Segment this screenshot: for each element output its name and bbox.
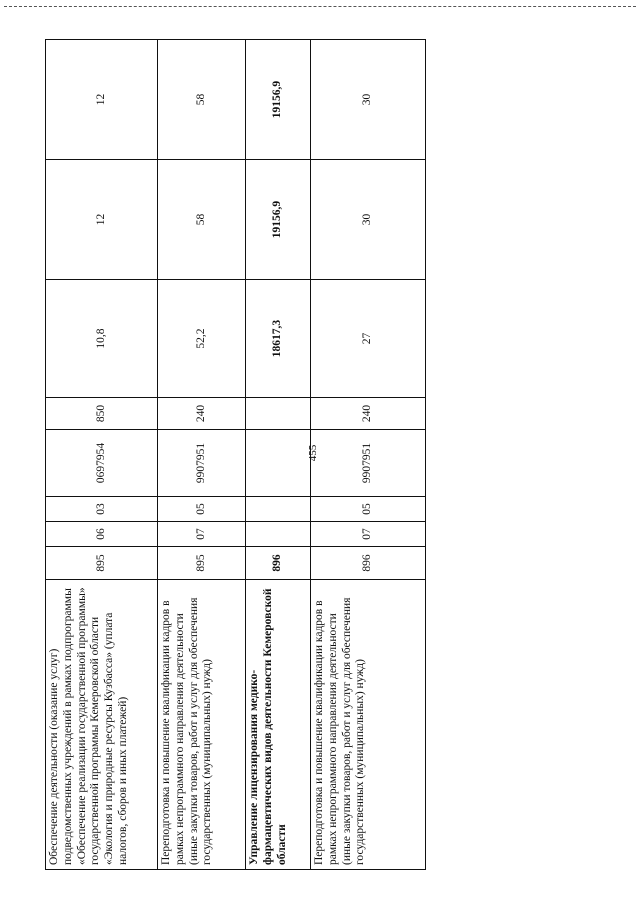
cell-v1: 18617,3 [246,280,311,398]
cell-v2: 58 [158,160,246,280]
cell-v2: 19156,9 [246,160,311,280]
cell-v3: 19156,9 [246,40,311,160]
cell-target: 9907951 [158,430,246,497]
cell-subsection: 05 [158,497,246,522]
budget-table [45,39,426,870]
table-row [46,40,158,870]
cell-v3: 30 [311,40,426,160]
cell-section: 06 [46,522,158,547]
cell-subsection: 03 [46,497,158,522]
cell-v3: 58 [158,40,246,160]
cell-target: 0697954 [46,430,158,497]
cell-v1: 52,2 [158,280,246,398]
cell-section: 07 [311,522,426,547]
cell-v2: 30 [311,160,426,280]
page-number: 455 [307,444,319,462]
cell-name: Переподготовка и повышение квалификации кадров в рамках непрограммного направления деятельности (иные закупки товаров, работ и услуг для обеспечения государственных (муниципальных) нужд) [311,580,426,870]
cell-target: 9907951 [311,430,426,497]
cell-v2: 12 [46,160,158,280]
cell-section: 07 [158,522,246,547]
cell-name: Управление лицензирования медико-фармацевтических видов деятельности Кемеровской области [246,580,311,870]
cell-target [246,430,311,497]
cell-v1: 27 [311,280,426,398]
cell-name: Обеспечение деятельности (оказание услуг) подведомственных учреждений в рамках подпрограммы «Обеспечение реализации государственной программы» государственной программы Кемеровской области «Экология и природные ресурсы Кузбасса» (уплата налогов, сборов и иных платежей) [46,580,158,870]
table-row [158,40,246,870]
cell-code: 896 [246,547,311,580]
table-row [311,40,426,870]
cell-section [246,522,311,547]
cell-code: 896 [311,547,426,580]
rotated-table-wrapper [45,40,425,870]
table-row [246,40,311,870]
top-dashed-border [4,6,636,7]
cell-subsection [246,497,311,522]
cell-expense: 240 [158,398,246,430]
cell-v1: 10,8 [46,280,158,398]
cell-v3: 12 [46,40,158,160]
cell-code: 895 [158,547,246,580]
cell-subsection: 05 [311,497,426,522]
cell-expense: 240 [311,398,426,430]
cell-name: Переподготовка и повышение квалификации кадров в рамках непрограммного направления деятельности (иные закупки товаров, работ и услуг для обеспечения государственных (муниципальных) нужд) [158,580,246,870]
cell-expense [246,398,311,430]
cell-code: 895 [46,547,158,580]
cell-expense: 850 [46,398,158,430]
